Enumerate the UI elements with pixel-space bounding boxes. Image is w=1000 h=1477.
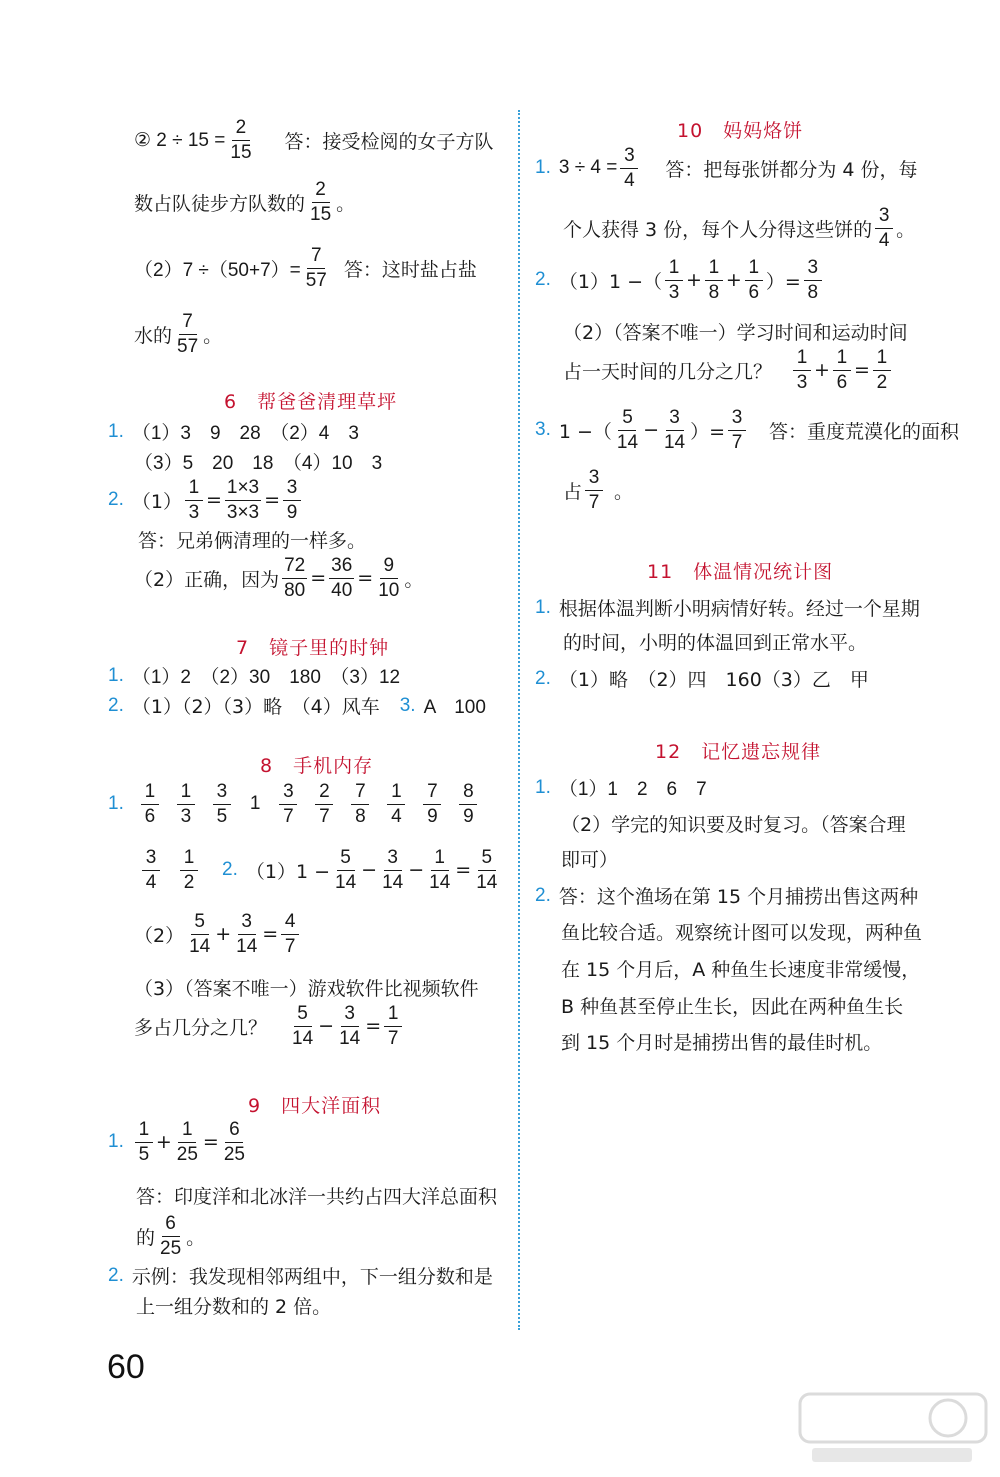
answer-line: 1. （1）1 2 6 7 bbox=[535, 776, 707, 800]
section-title: 6 帮爸爸清理草坪 bbox=[224, 391, 398, 413]
answer-line: 占一天时间的几分之几？ $\frac{1}{3}$ + $\frac{1}{6}$ = $\frac{1}{2}$ bbox=[563, 348, 894, 393]
question-number: 1. bbox=[535, 157, 551, 179]
fraction: $\frac{1}{6}$ bbox=[141, 782, 159, 827]
answer-line: 3. 1 −（ $\frac{5}{14}$ − $\frac{3}{14}$ ）= $\frac{3}{7}$ 答：重度荒漠化的面积 bbox=[535, 407, 960, 453]
fraction: $\frac{1\times 3}{3\times 3}$ bbox=[226, 477, 260, 523]
section-title: 7 镜子里的时钟 bbox=[236, 637, 390, 659]
answer-line: 2. 答：这个渔场在第 15 个月捕捞出售这两种 bbox=[535, 884, 919, 908]
fraction: $\frac{8}{9}$ bbox=[459, 782, 477, 827]
fraction: $\frac{3}{9}$ bbox=[283, 478, 301, 523]
answer-line: 1. （1）2 （2）30 180 （3）12 bbox=[108, 664, 401, 688]
fraction: $\frac{1}{2}$ bbox=[180, 848, 198, 893]
fraction: $\frac{9}{10}$ bbox=[378, 555, 400, 601]
fraction: $\frac{3}{7}$ bbox=[279, 782, 297, 827]
fraction: $\frac{1}{5}$ bbox=[135, 1120, 153, 1165]
fraction: $\frac{3}{7}$ bbox=[585, 468, 603, 513]
fraction: $\frac{5}{14}$ bbox=[292, 1003, 314, 1049]
fraction: $\frac{1}{3}$ bbox=[185, 478, 203, 523]
answer-line: 1. 根据体温判断小明病情好转。经过一个星期 bbox=[535, 596, 920, 620]
question-number: 1. bbox=[535, 596, 551, 618]
fraction: $\frac{36}{40}$ bbox=[331, 555, 353, 601]
answer-line: 2. （1）略 （2）四 160（3）乙 甲 bbox=[535, 667, 869, 691]
answer-line: 水的 $\frac{7}{57}$ 。 bbox=[134, 311, 223, 357]
question-number: 1. bbox=[108, 664, 124, 686]
answer-line: 1. 3 ÷ 4 = $\frac{3}{4}$ 答：把每张饼都分为 4 份，每 bbox=[535, 145, 918, 191]
whole-number: 1 bbox=[249, 793, 261, 815]
watermark-logo bbox=[798, 1392, 988, 1467]
answer-line: 在 15 个月后，A 种鱼生长速度非常缓慢， bbox=[561, 959, 921, 981]
answer-line: 的 $\frac{6}{25}$ 。 bbox=[136, 1213, 206, 1259]
answer-line: （2）正确，因为 $\frac{72}{80}$ = $\frac{36}{40}$ = $\frac{9}{10}$ 。 bbox=[134, 555, 424, 601]
section-title: 12 记忆遗忘规律 bbox=[655, 741, 822, 763]
answer-line: 占 $\frac{3}{7}$ 。 bbox=[563, 467, 634, 513]
answer-line: （2）（答案不唯一）学习时间和运动时间 bbox=[563, 322, 908, 344]
answer-line: 到 15 个月时是捕捞出售的最佳时机。 bbox=[561, 1032, 883, 1054]
answer-line: 1. （1）3 9 28 （2）4 3 bbox=[108, 420, 359, 444]
fraction: $\frac{7}{57}$ bbox=[177, 311, 199, 357]
fraction: $\frac{2}{15}$ bbox=[230, 117, 252, 163]
fraction: $\frac{4}{7}$ bbox=[281, 912, 299, 957]
answer-line: 数占队徒步方队数的 $\frac{2}{15}$ 。 bbox=[134, 179, 356, 225]
answer-line: 多占几分之几？ $\frac{5}{14}$ − $\frac{3}{14}$ = $\frac{1}{7}$ bbox=[134, 1004, 405, 1049]
fraction: $\frac{3}{5}$ bbox=[213, 782, 231, 827]
fraction: $\frac{5}{14}$ bbox=[616, 407, 639, 453]
fraction: $\frac{5}{14}$ bbox=[476, 847, 498, 893]
section-title: 8 手机内存 bbox=[260, 755, 374, 777]
fraction: $\frac{7}{8}$ bbox=[351, 782, 369, 827]
fraction: $\frac{3}{14}$ bbox=[663, 407, 686, 453]
answer-line: （3）（答案不唯一）游戏软件比视频软件 bbox=[134, 978, 479, 1000]
fraction: $\frac{1}{8}$ bbox=[705, 258, 723, 303]
fraction: $\frac{7}{9}$ bbox=[423, 782, 441, 827]
answer-line: B 种鱼甚至停止生长，因此在两种鱼生长 bbox=[561, 996, 904, 1018]
question-number: 2. bbox=[108, 1264, 124, 1286]
answer-line: 答：印度洋和北冰洋一共约占四大洋总面积 bbox=[136, 1186, 498, 1208]
answer-line: （2）学完的知识要及时复习。（答案合理 bbox=[561, 814, 906, 836]
answer-line: 2. （1）（2）（3）略 （4）风车 3. A 100 bbox=[108, 694, 486, 718]
question-number: 1. bbox=[535, 776, 551, 798]
answer-line bbox=[134, 118, 494, 163]
question-number: 1. bbox=[108, 420, 124, 442]
question-number: 1. bbox=[108, 793, 124, 815]
answer-line: 2. （1）1 −（ $\frac{1}{3}$ + $\frac{1}{8}$ + $\frac{1}{6}$ ）= $\frac{3}{8}$ bbox=[535, 258, 825, 303]
question-number: 3. bbox=[535, 419, 551, 441]
answer-line: （2）7 ÷（50+7）= $\frac{7}{57}$ 答：这时盐占盐 bbox=[134, 245, 477, 291]
fraction: $\frac{3}{7}$ bbox=[728, 408, 746, 453]
question-number: 3. bbox=[399, 694, 416, 716]
fraction: $\frac{1}{6}$ bbox=[833, 348, 851, 393]
fraction: $\frac{7}{57}$ bbox=[305, 245, 327, 291]
answer-line: 个人获得 3 份，每个人分得这些饼的 $\frac{3}{4}$ 。 bbox=[563, 205, 916, 251]
fraction: $\frac{1}{2}$ bbox=[873, 348, 891, 393]
question-number: 1. bbox=[108, 1131, 124, 1153]
fraction: $\frac{1}{3}$ bbox=[793, 348, 811, 393]
column-divider bbox=[518, 110, 520, 1330]
section-title: 10 妈妈烙饼 bbox=[677, 120, 804, 142]
answer-line: 2. 示例：我发现相邻两组中，下一组分数和是 bbox=[108, 1264, 493, 1288]
fraction: $\frac{1}{3}$ bbox=[177, 782, 195, 827]
fraction: $\frac{1}{3}$ bbox=[665, 258, 683, 303]
answer-text: 答：接受检阅的女子方队 bbox=[284, 130, 494, 153]
page-number: 60 bbox=[107, 1348, 145, 1386]
fraction: $\frac{3}{8}$ bbox=[804, 258, 822, 303]
fraction: $\frac{1}{7}$ bbox=[384, 1004, 402, 1049]
section-title: 11 体温情况统计图 bbox=[647, 561, 834, 583]
question-number: 2. bbox=[535, 667, 551, 689]
answer-line: 答：兄弟俩清理的一样多。 bbox=[138, 530, 367, 552]
answer-line: $\frac{3}{4}$ $\frac{1}{2}$ 2. （1）1 − $\frac{5}{14}$ − $\frac{3}{14}$ − $\frac{1}{14}$ = $\frac{5}{14}$ bbox=[132, 848, 502, 893]
answer-line: 2. （1） $\frac{1}{3}$ = $\frac{1\times 3}{3\times 3}$ = $\frac{3}{9}$ bbox=[108, 478, 304, 523]
question-number: 2. bbox=[108, 489, 124, 511]
fraction: $\frac{1}{6}$ bbox=[745, 258, 763, 303]
question-number: 2. bbox=[222, 859, 238, 881]
question-number: 2. bbox=[535, 269, 551, 291]
fraction: $\frac{3}{14}$ bbox=[236, 911, 258, 957]
fraction: $\frac{3}{4}$ bbox=[620, 146, 638, 191]
answer-line bbox=[108, 782, 486, 827]
question-number: 2. bbox=[535, 884, 551, 906]
fraction: $\frac{3}{4}$ bbox=[142, 848, 160, 893]
fraction: $\frac{1}{14}$ bbox=[429, 847, 451, 893]
answer-line: 鱼比较合适。观察统计图可以发现，两种鱼 bbox=[561, 922, 923, 944]
answer-line: （2） $\frac{5}{14}$ + $\frac{3}{14}$ = $\frac{4}{7}$ bbox=[134, 912, 302, 957]
answer-line: 即可） bbox=[561, 849, 619, 871]
answer-line: 的时间，小明的体温回到正常水平。 bbox=[563, 632, 868, 654]
fraction: $\frac{5}{14}$ bbox=[189, 911, 211, 957]
fraction: $\frac{6}{25}$ bbox=[160, 1213, 182, 1259]
fraction: $\frac{6}{25}$ bbox=[223, 1119, 245, 1165]
answer-line: 上一组分数和的 2 倍。 bbox=[136, 1296, 332, 1318]
section-title: 9 四大洋面积 bbox=[248, 1095, 382, 1117]
fraction: $\frac{1}{25}$ bbox=[176, 1119, 198, 1165]
answer-line: 1. $\frac{1}{5}$ + $\frac{1}{25}$ = $\frac{6}{25}$ bbox=[108, 1119, 245, 1165]
fraction: $\frac{3}{4}$ bbox=[875, 206, 893, 251]
fraction: $\frac{3}{14}$ bbox=[382, 847, 404, 893]
question-number: 2. bbox=[108, 694, 124, 716]
fraction: $\frac{2}{7}$ bbox=[315, 782, 333, 827]
fraction: $\frac{5}{14}$ bbox=[335, 847, 357, 893]
answer-line: （3）5 20 18 （4）10 3 bbox=[134, 453, 383, 474]
fraction: $\frac{3}{14}$ bbox=[339, 1003, 361, 1049]
fraction: $\frac{1}{4}$ bbox=[387, 782, 405, 827]
math-expression: ② 2 ÷ 15 = bbox=[134, 129, 226, 151]
fraction: $\frac{72}{80}$ bbox=[284, 555, 306, 601]
fraction: $\frac{2}{15}$ bbox=[310, 179, 332, 225]
